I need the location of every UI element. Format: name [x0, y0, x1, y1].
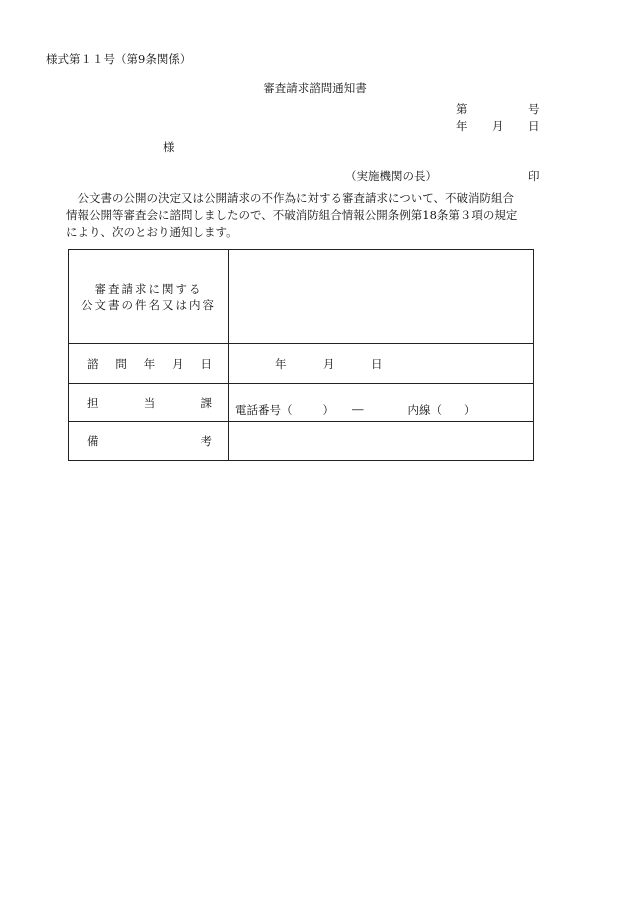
extension-label: 内線（	[407, 402, 442, 417]
phone-gap	[334, 402, 352, 418]
sender-title: （実施機関の長）	[345, 169, 437, 183]
subject-value[interactable]	[229, 250, 534, 344]
inquiry-date-day: 日	[371, 356, 383, 371]
department-label	[69, 384, 229, 422]
inquiry-date-label-char: 問	[115, 356, 127, 371]
phone-area-input[interactable]	[293, 402, 323, 418]
phone-dash: ―	[352, 401, 364, 416]
body-text: 公文書の公開の決定又は公開請求の不作為に対する審査請求について、不破消防組合 情報公開等審査会に諮問しましたので、不破消防組合情報公開条例第18条第３項の規定 により、次のとおり通知します。	[66, 191, 518, 239]
inquiry-date-label-char: 日	[200, 356, 212, 371]
reference-number-prefix: 第	[456, 102, 468, 116]
department-label-char: 担	[87, 395, 99, 410]
seal-mark: 印	[528, 169, 540, 183]
phone-close-paren: ）	[322, 402, 334, 417]
issue-date-month: 月	[492, 119, 504, 133]
extension-close-paren: ）	[464, 402, 476, 417]
remarks-label-char: 備	[87, 434, 99, 448]
issue-date-day: 日	[528, 119, 540, 133]
addressee-honorific: 様	[163, 140, 175, 154]
phone-number-input[interactable]	[364, 402, 408, 418]
table-row-remarks	[69, 422, 534, 461]
inquiry-date-value[interactable]	[229, 344, 534, 384]
remarks-value[interactable]	[229, 422, 534, 461]
inquiry-date-label-char: 諮	[87, 356, 99, 371]
reference-number-suffix: 号	[528, 102, 540, 116]
remarks-label-char: 考	[200, 434, 212, 448]
remarks-label	[69, 422, 229, 461]
inquiry-date-label-char: 月	[172, 356, 184, 371]
department-value[interactable]	[229, 384, 534, 422]
table-row-department	[69, 384, 534, 422]
subject-label	[69, 250, 229, 344]
department-label-char: 当	[143, 395, 156, 410]
inquiry-date-year: 年	[275, 356, 287, 371]
extension-input[interactable]	[442, 402, 464, 418]
form-number: 様式第１１号（第9条関係）	[46, 52, 192, 66]
phone-label: 電話番号（	[235, 402, 293, 417]
table-row-inquiry-date	[69, 344, 534, 384]
subject-label-line2: 公文書の件名又は内容	[81, 297, 216, 312]
department-label-char: 課	[200, 395, 212, 410]
document-title: 審査請求諮問通知書	[263, 81, 367, 95]
subject-label-line1: 審査請求に関する	[94, 281, 203, 296]
inquiry-date-label	[69, 344, 229, 384]
inquiry-date-label-char: 年	[143, 356, 156, 371]
inquiry-date-month: 月	[323, 356, 335, 371]
issue-date-year: 年	[456, 119, 468, 133]
table-row-subject	[69, 250, 534, 344]
info-table	[68, 249, 534, 461]
